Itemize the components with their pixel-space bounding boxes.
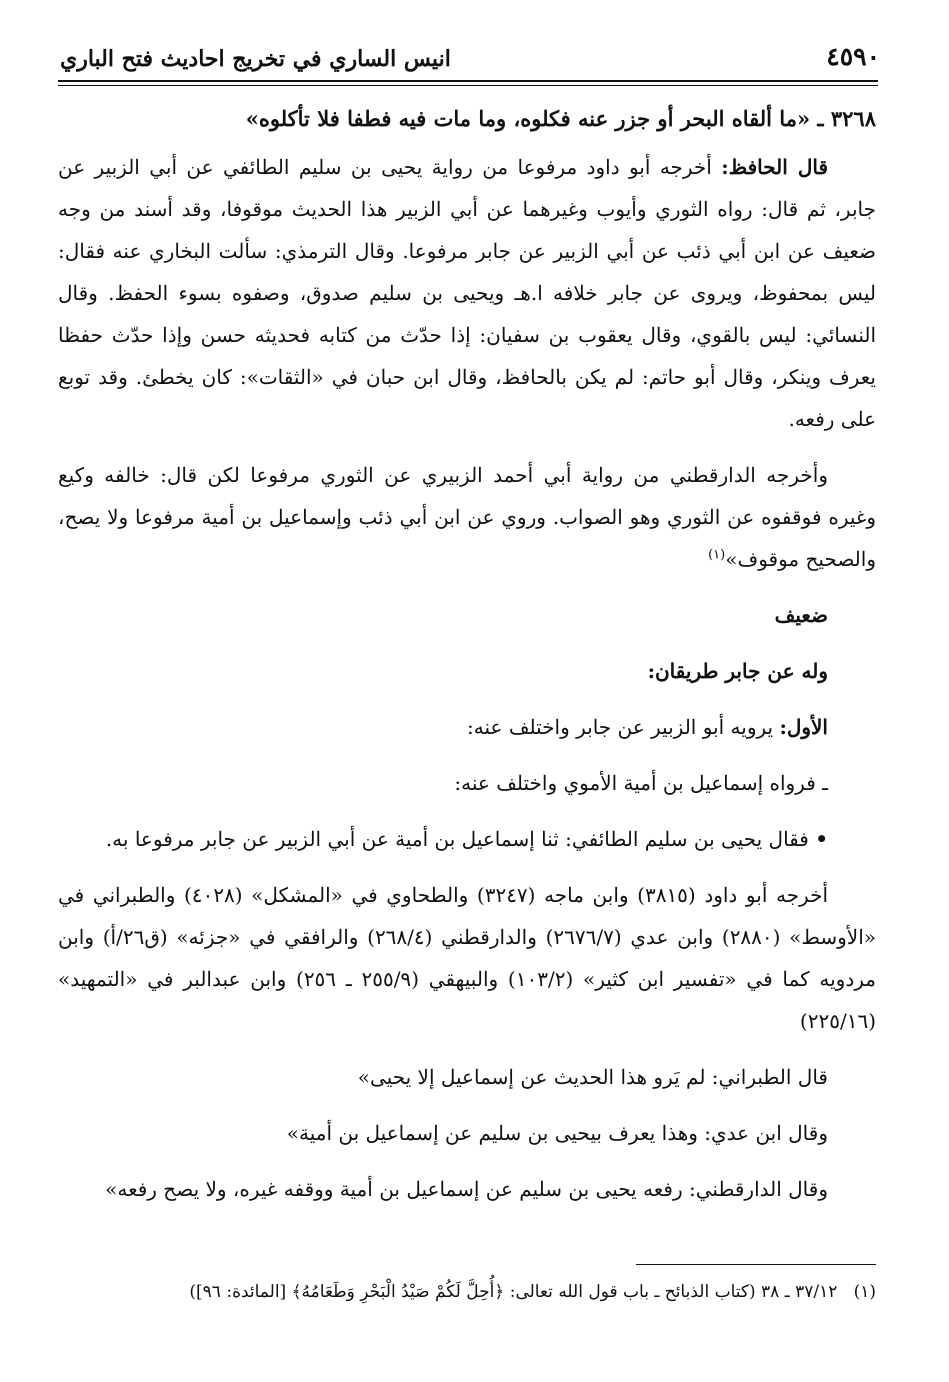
bullet-item xyxy=(58,818,876,860)
footnote-rule xyxy=(636,1264,876,1265)
footnote xyxy=(58,1278,876,1306)
header-rule xyxy=(58,80,878,82)
ibn-adi-quote: وقال ابن عدي: وهذا يعرف بيحيى بن سليم عن إسماعيل بن أمية» xyxy=(286,1121,828,1145)
header-rule-thin xyxy=(58,85,878,86)
hadith-number: ٣٢٦٨ xyxy=(830,106,876,131)
dash-line: ـ فرواه إسماعيل بن أمية الأموي واختلف عنه: xyxy=(454,771,828,795)
footnote-ref[interactable]: (١) xyxy=(708,547,726,563)
bullet-dot-icon: • xyxy=(815,827,828,851)
hadith-text: «ما ألقاه البحر أو جزر عنه فكلوه، وما مات فيه فطفا فلا تأكلوه» xyxy=(245,106,811,131)
running-header xyxy=(60,38,880,78)
hafiz-text: أخرجه أبو داود مرفوعا من رواية يحيى بن سليم الطائفي عن أبي الزبير عن جابر، ثم قال: رواه الثوري وأيوب وغيرهما عن أبي الزبير هذا الحديث موقوفا، وقد أسند من وجه ضعيف عن ابن أبي ذئب عن أبي الزبير عن جابر مرفوعا. وقال الترمذي: سألت البخاري عنه فقال: ليس بمحفوظ، ويروى عن جابر خلافه ا.هـ ويحيى بن سليم صدوق، وصفوه بسوء الحفظ. وقال النسائي: ليس بالقوي، وقال يعقوب بن سفيان: إذا حدّث من كتابه فحديثه حسن وإذا حدّث حفظا يعرف وينكر، وقال أبو حاتم: لم يكن بالحافظ، وقال ابن حبان في «الثقات»: كان يخطئ. وقد توبع على رفعه. xyxy=(58,155,876,431)
daraqutni-quote: وقال الدارقطني: رفعه يحيى بن سليم عن إسماعيل بن أمية ووقفه غيره، ولا يصح رفعه» xyxy=(105,1177,828,1201)
footnote-text: ٣٧/١٢ ـ ٣٨ (كتاب الذبائح ـ باب قول الله تعالى: ﴿أُحِلَّ لَكُمْ صَيْدُ الْبَحْرِ وَطَعَامُهُ﴾ [المائدة: ٩٦]) xyxy=(189,1282,838,1302)
hafiz-label: قال الحافظ: xyxy=(721,155,829,179)
footnote-marker: (١) xyxy=(853,1282,876,1302)
first-text: يرويه أبو الزبير عن جابر واختلف عنه: xyxy=(467,715,774,739)
page-number: ٤٥٩٠ xyxy=(826,42,880,71)
first-path xyxy=(58,706,876,748)
hadith-title xyxy=(58,98,876,140)
main-text xyxy=(58,98,876,1210)
paths-heading: وله عن جابر طريقان: xyxy=(647,659,828,683)
daraqutni-text: وأخرجه الدارقطني من رواية أبي أحمد الزبيري عن الثوري مرفوعا لكن قال: خالفه وكيع وغيره فوقفوه عن الثوري وهو الصواب. وروي عن ابن أبي ذئب وإسماعيل بن أمية مرفوعا ولا يصح، والصحيح موقوف» xyxy=(58,463,876,571)
hadith-dash: ـ xyxy=(817,106,824,131)
hafiz-paragraph xyxy=(58,146,876,440)
daraqutni-paragraph xyxy=(58,454,876,580)
tabarani-quote: قال الطبراني: لم يَرو هذا الحديث عن إسماعيل إلا يحيى» xyxy=(357,1065,828,1089)
book-title: انيس الساري في تخريج احاديث فتح الباري xyxy=(60,46,451,72)
takhrij-paragraph: أخرجه أبو داود (٣٨١٥) وابن ماجه (٣٢٤٧) والطحاوي في «المشكل» (٤٠٢٨) والطبراني في «الأوسط» (٢٨٨٠) وابن عدي (٢٦٧٦/٧) والدارقطني (٢٦٨/٤) والرافقي في «جزئه» (ق٢٦/أ) وابن مردويه كما في «تفسير ابن كثير» (١٠٣/٢) والبيهقي (٢٥٥/٩ ـ ٢٥٦) وابن عبدالبر في «التمهيد» (٢٢٥/١٦) xyxy=(58,883,877,1033)
grade-heading: ضعيف xyxy=(774,603,828,627)
first-label: الأول: xyxy=(779,715,828,739)
bullet-text: فقال يحيى بن سليم الطائفي: ثنا إسماعيل بن أمية عن أبي الزبير عن جابر مرفوعا به. xyxy=(105,827,809,851)
